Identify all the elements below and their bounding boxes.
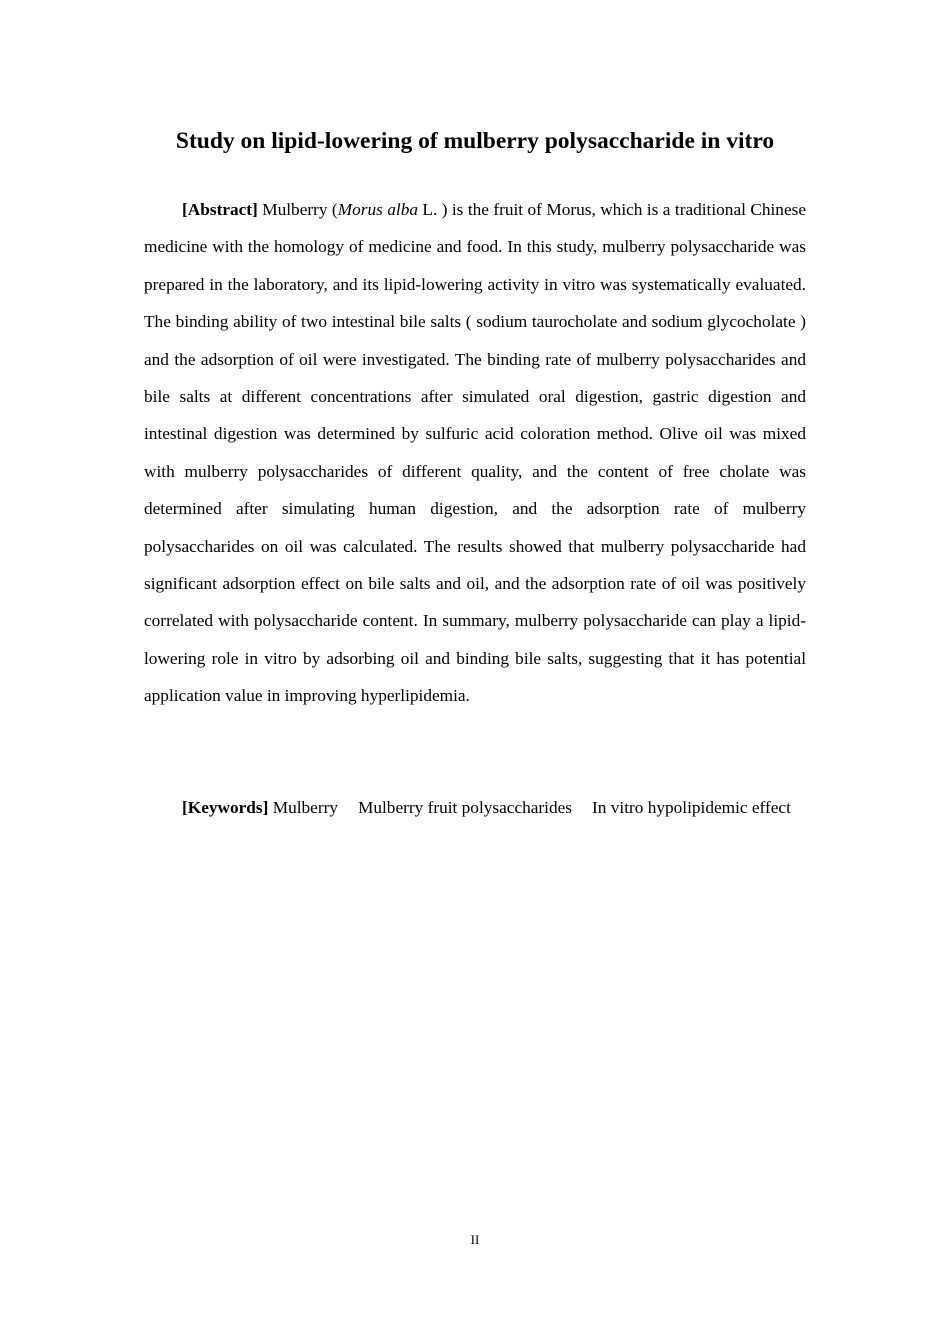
keywords-paragraph	[144, 789, 806, 826]
keyword-item: In vitro hypolipidemic effect	[592, 798, 791, 817]
paper-title: Study on lipid-lowering of mulberry polysaccharide in vitro	[175, 128, 775, 154]
page-number: II	[470, 1232, 480, 1247]
abstract-body-text: L. ) is the fruit of Morus, which is a traditional Chinese medicine with the homology of medicine and food. In this study, mulberry polysaccharide was prepared in the laboratory, and its lipid-lowering activity in vitro was systematically evaluated. The binding ability of two intestinal bile salts ( sodium taurocholate and sodium glycocholate ) and the adsorption of oil were investigated. The binding rate of mulberry polysaccharides and bile salts at different concentrations after simulated oral digestion, gastric digestion and intestinal digestion was determined by sulfuric acid coloration method. Olive oil was mixed with mulberry polysaccharides of different quality, and the content of free cholate was determined after simulating human digestion, and the adsorption rate of mulberry polysaccharides on oil was calculated. The results showed that mulberry polysaccharide had significant adsorption effect on bile salts and oil, and the adsorption rate of oil was positively correlated with polysaccharide content. In summary, mulberry polysaccharide can play a lipid-lowering role in vitro by adsorbing oil and binding bile salts, suggesting that it has potential application value in improving hyperlipidemia.	[144, 200, 807, 706]
species-name: Morus alba	[337, 200, 418, 219]
abstract-lead-text: Mulberry (	[257, 200, 338, 219]
abstract-label: [Abstract]	[182, 200, 258, 219]
keywords-label: [Keywords]	[182, 798, 269, 817]
abstract-paragraph	[144, 191, 806, 715]
keyword-item: Mulberry fruit polysaccharides	[358, 798, 573, 817]
keyword-item: Mulberry	[272, 798, 338, 817]
